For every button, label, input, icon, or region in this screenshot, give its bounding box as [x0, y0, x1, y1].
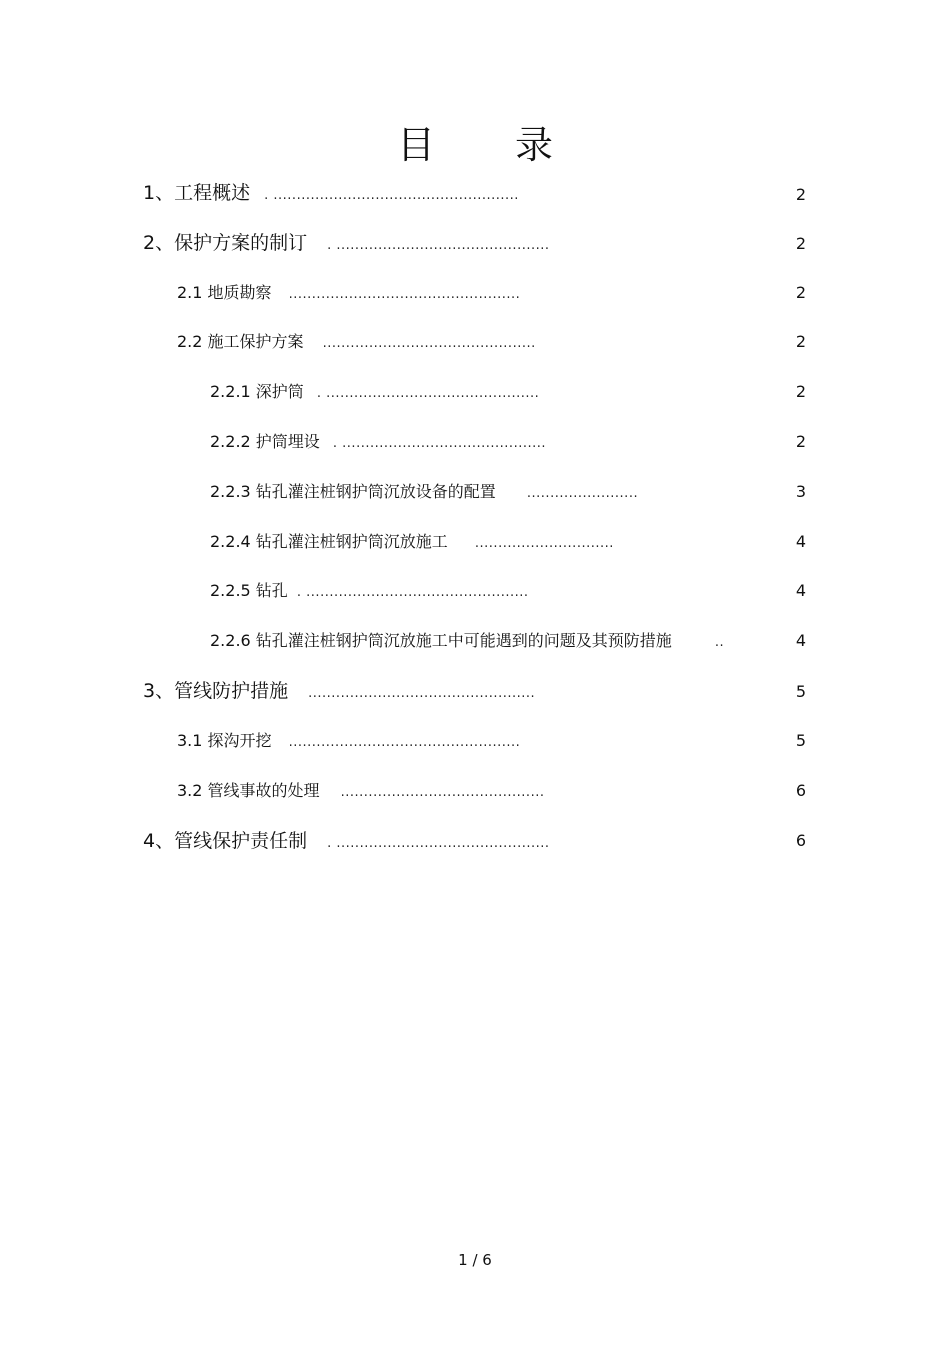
toc-entry-label: 2.2.2 护筒埋设	[210, 432, 320, 451]
toc-entry-2-2-3[interactable]	[210, 477, 638, 507]
toc-entry-1[interactable]	[143, 178, 519, 208]
toc-page-number: 2	[795, 283, 806, 302]
toc-page-number: 2	[795, 382, 806, 401]
toc-entry-label: 2.2.1 深护筒	[210, 382, 304, 401]
toc-leader-dots: .................................................	[308, 686, 536, 701]
toc-entry-label: 3.1 探沟开挖	[177, 731, 272, 750]
toc-page-number: 2	[795, 332, 806, 351]
toc-entry-4[interactable]	[143, 826, 550, 856]
toc-page-number: 2	[795, 185, 806, 204]
toc-leader-dots: ..	[714, 635, 725, 650]
toc-leader-dots: ..................................................	[288, 735, 521, 750]
toc-entry-2-2-6[interactable]	[210, 626, 724, 656]
toc-leader-dots: ..................................................	[288, 287, 521, 302]
toc-entry-label: 2、保护方案的制订	[143, 232, 308, 254]
toc-leader-dots: ..............................	[474, 536, 614, 551]
toc-entry-label: 2.2 施工保护方案	[177, 332, 304, 351]
toc-page-number: 4	[795, 532, 806, 551]
toc-entry-3-2[interactable]	[177, 776, 544, 806]
toc-leader-dots: . .....................................................	[264, 188, 519, 203]
toc-page-number: 4	[795, 631, 806, 650]
toc-entry-label: 2.2.3 钻孔灌注桩钢护筒沉放设备的配置	[210, 482, 496, 501]
toc-page-number: 6	[795, 831, 806, 850]
toc-entry-2-2-4[interactable]	[210, 527, 614, 557]
toc-leader-dots: . ..............................................	[327, 836, 550, 851]
toc-entry-3[interactable]	[143, 676, 535, 706]
toc-entry-label: 2.1 地质勘察	[177, 283, 272, 302]
toc-entry-3-1[interactable]	[177, 726, 520, 756]
toc-page-number: 4	[795, 581, 806, 600]
toc-entry-2[interactable]	[143, 228, 550, 258]
toc-page-number: 3	[795, 482, 806, 501]
toc-page-number: 6	[795, 781, 806, 800]
toc-leader-dots: . ............................................	[332, 436, 546, 451]
toc-title: 目 录	[396, 123, 588, 167]
toc-leader-dots: . ................................................	[296, 585, 529, 600]
toc-entry-2-2-2[interactable]	[210, 427, 546, 457]
toc-entry-label: 2.2.6 钻孔灌注桩钢护筒沉放施工中可能遇到的问题及其预防措施	[210, 631, 672, 650]
toc-page-number: 2	[795, 234, 806, 253]
toc-page-number: 5	[795, 682, 806, 701]
toc-entry-label: 1、工程概述	[143, 182, 251, 204]
toc-leader-dots: . ..............................................	[327, 238, 550, 253]
toc-leader-dots: . ..............................................	[316, 386, 540, 401]
toc-entry-label: 2.2.4 钻孔灌注桩钢护筒沉放施工	[210, 532, 448, 551]
toc-entry-2-1[interactable]	[177, 278, 520, 308]
toc-entry-label: 3.2 管线事故的处理	[177, 781, 320, 800]
toc-entry-2-2-1[interactable]	[210, 377, 539, 407]
toc-leader-dots: ............................................	[340, 785, 545, 800]
toc-entry-2-2-5[interactable]	[210, 576, 529, 606]
page-indicator: 1 / 6	[458, 1251, 492, 1269]
toc-entry-label: 4、管线保护责任制	[143, 830, 308, 852]
toc-page-number: 2	[795, 432, 806, 451]
toc-leader-dots: ........................	[526, 486, 639, 501]
toc-entry-label: 3、管线防护措施	[143, 680, 289, 702]
toc-page-number: 5	[795, 731, 806, 750]
toc-entry-2-2[interactable]	[177, 327, 536, 357]
toc-leader-dots: ..............................................	[322, 336, 536, 351]
toc-entry-label: 2.2.5 钻孔	[210, 581, 288, 600]
